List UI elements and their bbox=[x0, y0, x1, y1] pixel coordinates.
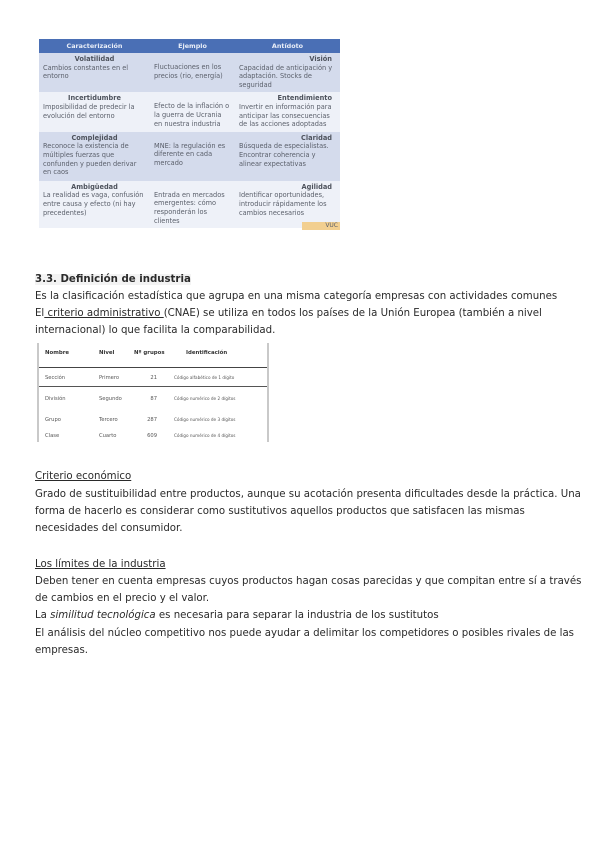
cnae-header-row bbox=[39, 343, 267, 368]
vuca-header-row bbox=[39, 39, 340, 53]
vuca-cell-text: Fluctuaciones en los precios (rio, energía) bbox=[154, 63, 223, 80]
vuca-stamp: VUC bbox=[302, 222, 340, 230]
cnae-cell-nombre: Sección bbox=[45, 375, 66, 381]
vuca-cell-title: Complejidad bbox=[71, 133, 118, 142]
definition-line-2 bbox=[35, 305, 542, 322]
vuca-cell bbox=[235, 132, 340, 181]
limites-line-3 bbox=[35, 607, 439, 624]
vuca-cell-text: Identificar oportunidades, introducir rápidamente los cambios necesarios bbox=[239, 191, 327, 217]
limites-title: Los límites de la industria bbox=[35, 559, 166, 570]
cnae-cell-nivel: Tercero bbox=[99, 417, 118, 423]
vuca-cell-title: Volatilidad bbox=[74, 55, 115, 63]
cnae-cell-grupos: 87 bbox=[150, 396, 157, 402]
vuca-cell bbox=[39, 132, 150, 181]
vuca-cell-text: MNE: la regulación es diferente en cada mercado bbox=[154, 141, 226, 167]
vuca-cell bbox=[235, 53, 340, 92]
vuca-header-caracterizacion: Caracterización bbox=[39, 39, 150, 53]
vuca-cell-text: Búsqueda de especialistas. Encontrar coherencia y alinear expectativas bbox=[239, 142, 329, 168]
vuca-cell-title: Claridad bbox=[301, 133, 332, 142]
section-heading-wrap bbox=[35, 271, 191, 288]
vuca-cell bbox=[39, 92, 150, 131]
limites-line-3-post: es necesaria para separar la industria de los sustitutos bbox=[155, 610, 439, 621]
vuca-cell-text: Reconoce la existencia de múltiples fuerzas que confunden y pueden derivar en caos bbox=[43, 142, 137, 177]
limites-line-4: El análisis del núcleo competitivo nos puede ayudar a delimitar los competidores o posibles rivales de las bbox=[35, 628, 574, 639]
criterio-line-3: necesidades del consumidor. bbox=[35, 523, 183, 534]
vuca-cell-text: Invertir en información para anticipar las consecuencias de las acciones adoptadas bbox=[239, 102, 332, 129]
cnae-cell-id: Código alfabético de 1 dígito bbox=[174, 375, 235, 380]
cnae-cell-grupos: 609 bbox=[147, 433, 157, 439]
vuca-cell-title: Incertidumbre bbox=[68, 94, 121, 103]
cnae-table bbox=[37, 343, 269, 442]
vuca-header-antidoto: Antídoto bbox=[235, 39, 340, 53]
cnae-cell-nivel: Primero bbox=[99, 375, 120, 381]
definition-line-1: Es la clasificación estadística que agrupa en una misma categoría empresas con actividades comunes bbox=[35, 291, 558, 302]
vuca-cell-title: Agilidad bbox=[301, 182, 332, 191]
cnae-header-nombre: Nombre bbox=[45, 350, 70, 356]
vuca-cell bbox=[235, 92, 340, 131]
cnae-cell-id: Código numérico de 4 dígitos bbox=[174, 433, 236, 438]
vuca-cell-title: Entendimiento bbox=[277, 94, 332, 103]
cnae-header-nivel: Nivel bbox=[99, 350, 115, 356]
vuca-cell-title: Ambigüedad bbox=[71, 182, 118, 191]
cnae-cell-nombre: División bbox=[45, 396, 66, 402]
criterio-line-1: Grado de sustituibilidad entre productos, aunque su acotación presenta dificultades desde la práctica. Una bbox=[35, 489, 581, 500]
cnae-cell-nombre: Clase bbox=[45, 433, 60, 439]
cnae-cell-nombre: Grupo bbox=[45, 417, 61, 423]
cnae-cell-grupos: 287 bbox=[147, 417, 157, 423]
cnae-cell-nivel: Cuarto bbox=[99, 433, 117, 439]
definition-line-2-pre: El bbox=[35, 308, 45, 319]
cnae-cell-nivel: Segundo bbox=[99, 396, 122, 402]
cnae-cell-id: Código numérico de 2 dígitos bbox=[174, 396, 236, 401]
section-heading: 3.3. Definición de industria bbox=[35, 274, 191, 285]
vuca-cell-text: Entrada en mercados emergentes: cómo responderán los clientes bbox=[154, 190, 225, 225]
vuca-cell-text: Cambios constantes en el entorno bbox=[43, 63, 129, 81]
cnae-row-divider bbox=[39, 385, 267, 387]
vuca-row-ambiguedad bbox=[39, 181, 340, 228]
vuca-row-volatilidad bbox=[39, 53, 340, 92]
cnae-cell-id: Código numérico de 3 dígitos bbox=[174, 417, 236, 422]
limites-line-1: Deben tener en cuenta empresas cuyos productos hagan cosas parecidas y que compitan entre sí a través bbox=[35, 576, 582, 587]
table-row bbox=[39, 425, 267, 449]
vuca-cell bbox=[150, 53, 235, 92]
vuca-cell-text: Capacidad de anticipación y adaptación. Stocks de seguridad bbox=[239, 63, 333, 89]
vuca-table bbox=[39, 39, 340, 228]
criterio-administrativo-link: criterio administrativo bbox=[44, 308, 164, 319]
vuca-header-ejemplo: Ejemplo bbox=[150, 39, 235, 53]
vuca-row-incertidumbre bbox=[39, 92, 340, 131]
definition-line-2-post: (CNAE) se utiliza en todos los países de la Unión Europea (también a nivel bbox=[163, 308, 542, 319]
vuca-cell-text: Imposibilidad de predecir la evolución del entorno bbox=[43, 102, 135, 120]
vuca-cell bbox=[39, 53, 150, 92]
vuca-cell bbox=[150, 181, 235, 228]
vuca-cell-text: La realidad es vaga, confusión entre causa y efecto (ni hay precedentes) bbox=[43, 191, 144, 217]
vuca-cell-text: Efecto de la inflación o la guerra de Ucrania en nuestra industria bbox=[154, 102, 230, 128]
vuca-cell bbox=[150, 132, 235, 181]
cnae-header-identificacion: Identificación bbox=[186, 350, 228, 356]
criterio-line-2: forma de hacerlo es considerar como sustitutivos aquellos productos que satisfacen las mismas bbox=[35, 506, 525, 517]
cnae-cell-grupos: 21 bbox=[150, 375, 157, 381]
limites-line-3-pre: La bbox=[35, 610, 51, 621]
similitud-tecnologica: similitud tecnológica bbox=[50, 610, 156, 621]
cnae-header-grupos: Nº grupos bbox=[134, 350, 165, 356]
criterio-economico-title: Criterio económico bbox=[35, 471, 132, 482]
vuca-row-complejidad bbox=[39, 132, 340, 181]
definition-line-3: internacional) lo que facilita la comparabilidad. bbox=[35, 325, 276, 336]
limites-line-2: de cambios en el precio y el valor. bbox=[35, 593, 210, 604]
vuca-cell bbox=[39, 181, 150, 228]
vuca-cell-title: Visión bbox=[309, 55, 332, 63]
limites-line-5: empresas. bbox=[35, 645, 88, 656]
vuca-cell bbox=[150, 92, 235, 131]
